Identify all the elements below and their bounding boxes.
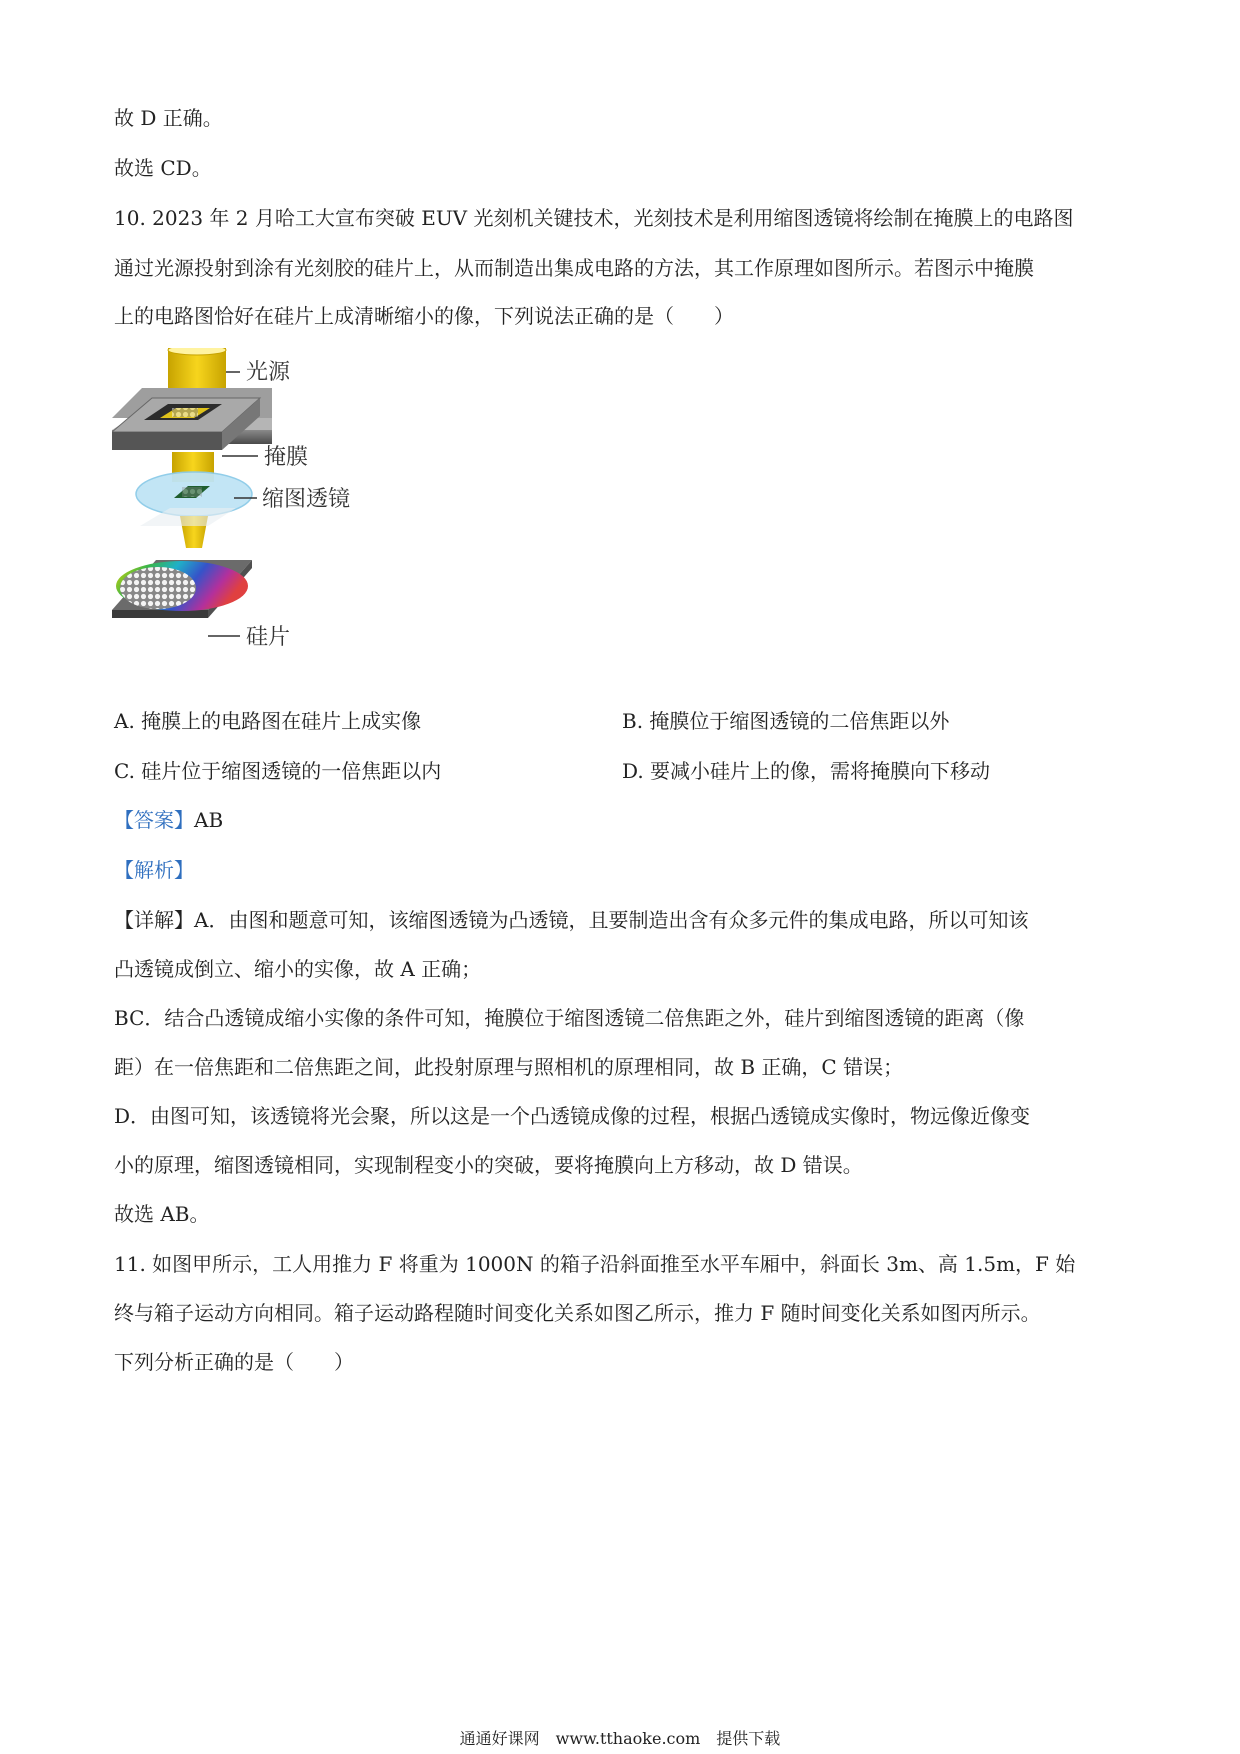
answer-value: AB [194, 808, 224, 832]
question-11-line: 11. 如图甲所示，工人用推力 F 将重为 1000N 的箱子沿斜面推至水平车厢中，斜面长 3m、高 1.5m，F 始 [114, 1252, 1076, 1276]
page-footer: 通通好课网 www.tthaoke.com 提供下载 [459, 1729, 781, 1748]
question-10-line: 通过光源投射到涂有光刻胶的硅片上，从而制造出集成电路的方法，其工作原理如图所示。若图示中掩膜 [114, 256, 1034, 280]
option-b: B. 掩膜位于缩图透镜的二倍焦距以外 [622, 709, 950, 733]
question-10-line: 10. 2023 年 2 月哈工大宣布突破 EUV 光刻机关键技术，光刻技术是利用缩图透镜将绘制在掩膜上的电路图 [114, 206, 1074, 230]
detail-line: D．由图可知，该透镜将光会聚，所以这是一个凸透镜成像的过程，根据凸透镜成实像时，物远像近像变 [114, 1104, 1031, 1128]
detail-line: 小的原理，缩图透镜相同，实现制程变小的突破，要将掩膜向上方移动，故 D 错误。 [114, 1153, 863, 1177]
option-c: C. 硅片位于缩图透镜的一倍焦距以内 [114, 759, 442, 783]
option-d: D. 要减小硅片上的像，需将掩膜向下移动 [622, 759, 991, 783]
text-line: 故 D 正确。 [114, 106, 223, 130]
answer-tag: 【答案】 [114, 808, 194, 832]
question-11-line: 终与箱子运动方向相同。箱子运动路程随时间变化关系如图乙所示，推力 F 随时间变化关系如图丙所示。 [114, 1301, 1041, 1325]
detail-line: 故选 AB。 [114, 1202, 210, 1226]
question-11-line: 下列分析正确的是（ ） [114, 1350, 354, 1374]
label-light-source: 光源 [246, 360, 291, 385]
analysis-tag: 【解析】 [114, 858, 194, 882]
text-line: 故选 CD。 [114, 156, 212, 180]
silicon-wafer [112, 560, 252, 618]
question-10-line: 上的电路图恰好在硅片上成清晰缩小的像，下列说法正确的是（ ） [114, 304, 734, 328]
detail-line: 凸透镜成倒立、缩小的实像，故 A 正确； [114, 957, 482, 981]
label-wafer: 硅片 [246, 625, 291, 650]
answer-line [114, 806, 223, 834]
detail-line: 距）在一倍焦距和二倍焦距之间，此投射原理与照相机的原理相同，故 B 正确，C 错误； [114, 1055, 904, 1079]
detail-line: 【详解】A．由图和题意可知，该缩图透镜为凸透镜，且要制造出含有众多元件的集成电路，所以可知该 [114, 908, 1029, 932]
detail-line: BC．结合凸透镜成缩小实像的条件可知，掩膜位于缩图透镜二倍焦距之外，硅片到缩图透镜的距离（像 [114, 1006, 1025, 1030]
lithography-diagram [112, 348, 412, 693]
option-a: A. 掩膜上的电路图在硅片上成实像 [114, 709, 422, 733]
label-mask: 掩膜 [264, 445, 309, 470]
label-lens: 缩图透镜 [262, 487, 351, 512]
